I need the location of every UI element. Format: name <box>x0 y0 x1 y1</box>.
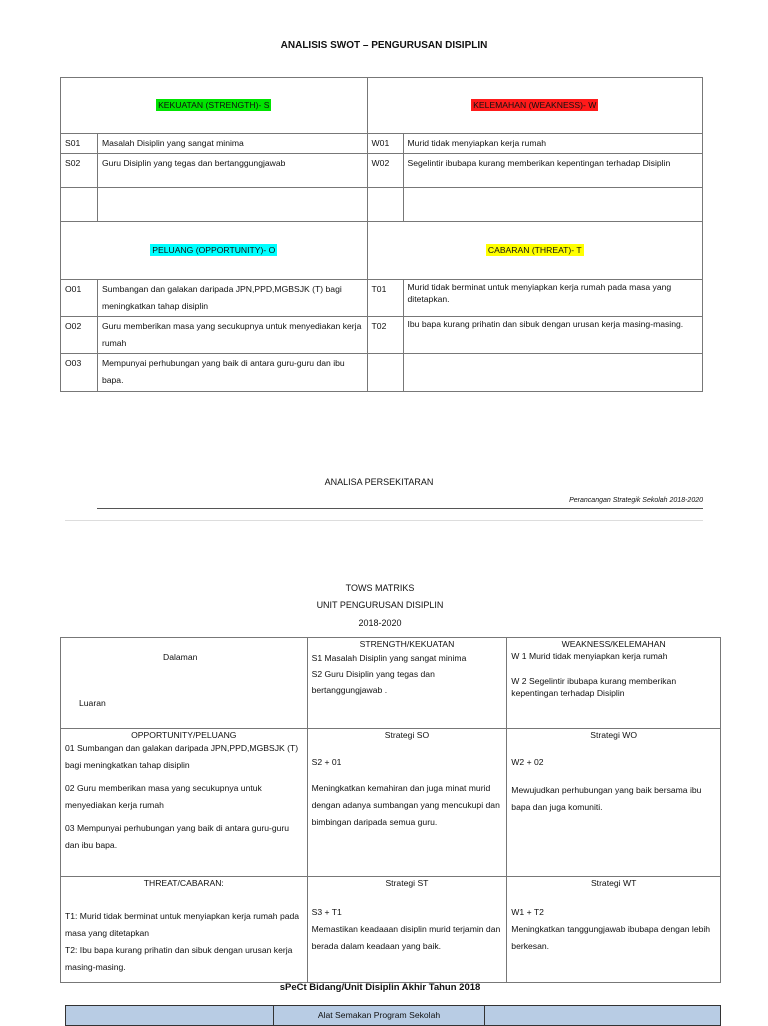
o-code: O02 <box>61 317 98 354</box>
t-text: Murid tidak berminat untuk menyiapkan kerja rumah pada masa yang ditetapkan. <box>403 280 702 317</box>
divider <box>97 508 703 509</box>
strategy-st-header: Strategi ST <box>385 878 429 888</box>
tows-weakness-item: W 1 Murid tidak menyiapkan kerja rumah <box>511 651 668 661</box>
swot-table <box>60 77 703 392</box>
page-title: ANALISIS SWOT – PENGURUSAN DISIPLIN <box>280 40 488 51</box>
w-text: Segelintir ibubapa kurang memberikan kepentingan terhadap Disiplin <box>403 154 702 188</box>
strategy-so-text: Meningkatkan kemahiran dan juga minat murid dengan adanya sumbangan yang mencukupi dan bimbingan daripada semua guru. <box>311 783 500 827</box>
tows-opportunity-header: OPPORTUNITY/PELUANG <box>131 730 237 740</box>
analisa-subtitle: Perancangan Strategik Sekolah 2018-2020 <box>569 497 703 504</box>
strategy-st-code: S3 + T1 <box>311 907 342 917</box>
tows-title: TOWS MATRIKS <box>345 583 415 593</box>
s-text: Masalah Disiplin yang sangat minima <box>97 134 367 154</box>
tows-strength-item: S2 Guru Disiplin yang tegas dan bertanggungjawab . <box>311 669 435 695</box>
strength-header: KEKUATAN (STRENGTH)- S <box>158 100 270 110</box>
strategy-wo-text: Mewujudkan perhubungan yang baik bersama ibu bapa dan juga komuniti. <box>511 785 702 812</box>
t-code: T02 <box>367 317 403 354</box>
tows-year: 2018-2020 <box>358 618 402 628</box>
strategy-wt-code: W1 + T2 <box>511 907 544 917</box>
tows-weakness-header: WEAKNESS/KELEMAHAN <box>561 639 666 649</box>
opportunity-header: PELUANG (OPPORTUNITY)- O <box>152 245 276 255</box>
tows-subtitle: UNIT PENGURUSAN DISIPLIN <box>316 600 444 610</box>
s-code: S02 <box>61 154 98 188</box>
strategy-so-code: S2 + 01 <box>311 757 342 767</box>
o-text: Sumbangan dan galakan daripada JPN,PPD,MGBSJK (T) bagi meningkatkan tahap disiplin <box>97 280 367 317</box>
footer-table-header: Alat Semakan Program Sekolah <box>273 1006 485 1026</box>
t-text: Ibu bapa kurang prihatin dan sibuk dengan urusan kerja masing-masing. <box>403 317 702 354</box>
tows-threat-header: THREAT/CABARAN: <box>143 878 224 888</box>
o-text: Mempunyai perhubungan yang baik di antara guru-guru dan ibu bapa. <box>97 354 367 392</box>
threat-header: CABARAN (THREAT)- T <box>487 245 582 255</box>
tows-opportunity-item: 02 Guru memberikan masa yang secukupnya untuk menyediakan kerja rumah <box>65 783 262 810</box>
t-code: T01 <box>367 280 403 317</box>
dalaman-label: Dalaman <box>163 652 198 662</box>
luaran-label: Luaran <box>79 698 106 708</box>
o-code: O01 <box>61 280 98 317</box>
analisa-title: ANALISA PERSEKITARAN <box>324 477 434 487</box>
strategy-st-text: Memastikan keadaaan disiplin murid terjamin dan berada dalam keadaan yang baik. <box>311 924 501 951</box>
tows-opportunity-item: 01 Sumbangan dan galakan daripada JPN,PPD,MGBSJK (T) bagi meningkatkan tahap disiplin <box>65 743 299 770</box>
w-text: Murid tidak menyiapkan kerja rumah <box>403 134 702 154</box>
tows-threat-item: T1: Murid tidak berminat untuk menyiapkan kerja rumah pada masa yang ditetapkan <box>65 911 300 938</box>
strategy-wo-header: Strategi WO <box>590 730 638 740</box>
w-code: W02 <box>367 154 403 188</box>
tows-strength-header: STRENGTH/KEKUATAN <box>359 639 455 649</box>
tows-strength-item: S1 Masalah Disiplin yang sangat minima <box>311 653 467 663</box>
tows-table <box>60 637 721 983</box>
o-text: Guru memberikan masa yang secukupnya untuk menyediakan kerja rumah <box>97 317 367 354</box>
strategy-wt-text: Meningkatkan tanggungjawab ibubapa dengan lebih berkesan. <box>511 924 711 951</box>
tows-threat-item: T2: Ibu bapa kurang prihatin dan sibuk dengan urusan kerja masing-masing. <box>65 945 293 972</box>
divider <box>65 520 703 521</box>
tows-opportunity-item: 03 Mempunyai perhubungan yang baik di antara guru-guru dan ibu bapa. <box>65 823 290 850</box>
o-code: O03 <box>61 354 98 392</box>
footer-table <box>65 1005 721 1026</box>
tows-weakness-item: W 2 Segelintir ibubapa kurang memberikan kepentingan terhadap Disiplin <box>511 676 677 698</box>
strategy-wt-header: Strategi WT <box>590 878 637 888</box>
weakness-header: KELEMAHAN (WEAKNESS)- W <box>473 100 597 110</box>
s-text: Guru Disiplin yang tegas dan bertanggungjawab <box>97 154 367 188</box>
strategy-wo-code: W2 + 02 <box>511 757 544 767</box>
s-code: S01 <box>61 134 98 154</box>
w-code: W01 <box>367 134 403 154</box>
footer-title: sPeCt Bidang/Unit Disiplin Akhir Tahun 2018 <box>279 982 481 993</box>
strategy-so-header: Strategi SO <box>384 730 430 740</box>
